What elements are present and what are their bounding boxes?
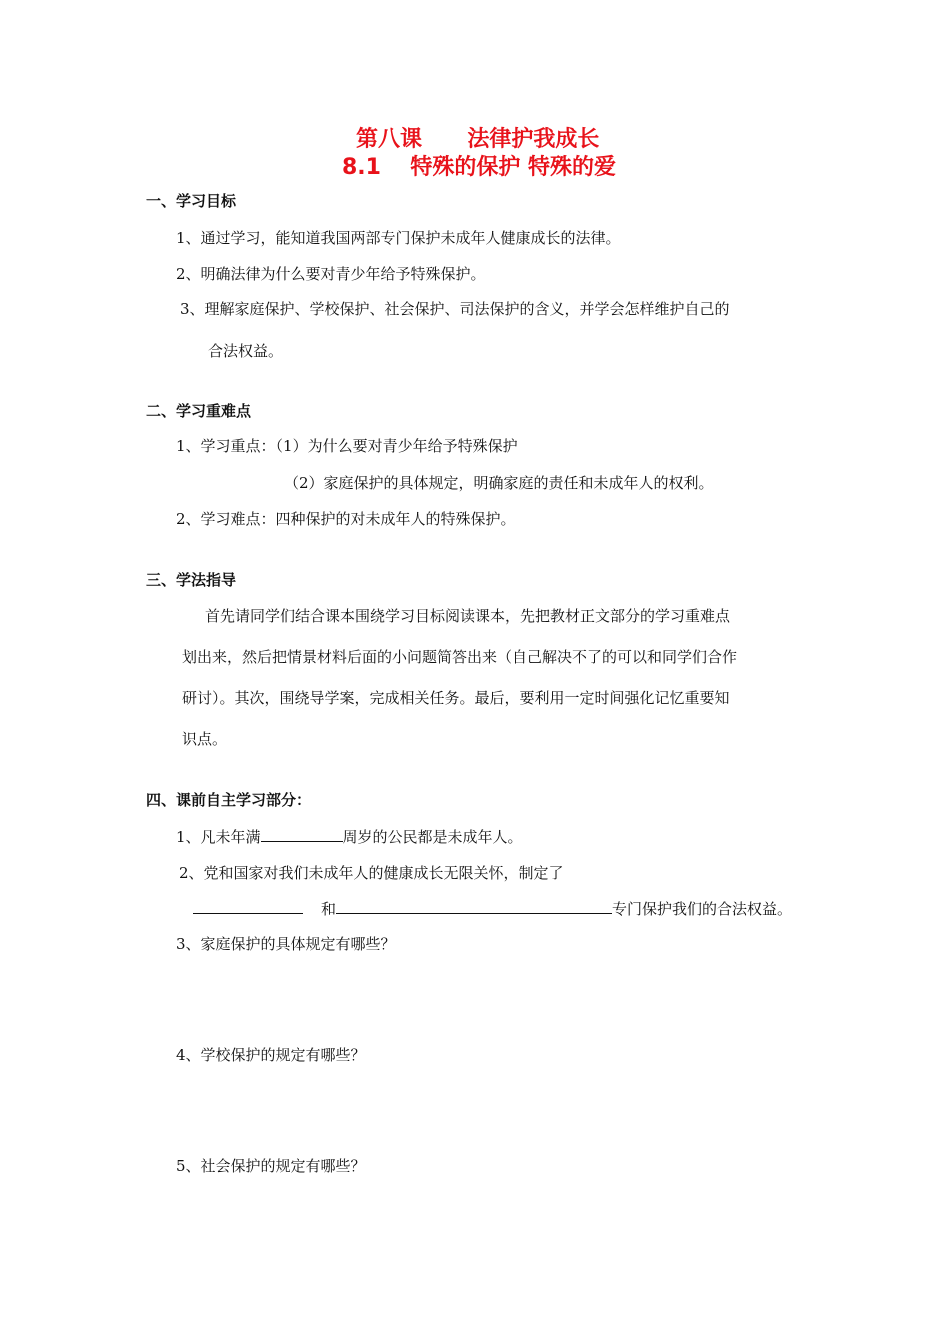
heading-study-guide: 三、学法指导	[146, 571, 237, 589]
goal-item-3: 3、理解家庭保护、学校保护、社会保护、司法保护的含义，并学会怎样维护自己的	[180, 300, 730, 318]
question-2-and: 和	[321, 900, 337, 918]
question-1-before: 1、凡未年满	[176, 828, 261, 846]
key-point-2: 2、学习难点：四种保护的对未成年人的特殊保护。	[176, 510, 516, 528]
goal-item-1: 1、通过学习，能知道我国两部专门保护未成年人健康成长的法律。	[176, 229, 621, 247]
section-title: 特殊的保护 特殊的爱	[410, 155, 616, 180]
study-guide-line-4: 识点。	[182, 730, 228, 748]
question-2-after: 专门保护我们的合法权益。	[612, 900, 793, 918]
goal-item-3-cont: 合法权益。	[208, 342, 284, 360]
title-line-1	[356, 122, 599, 153]
answer-blank-law-2[interactable]	[336, 898, 612, 914]
lesson-number: 第八课	[356, 127, 423, 152]
question-1	[176, 826, 523, 847]
heading-self-study: 四、课前自主学习部分：	[146, 791, 312, 809]
goal-item-2: 2、明确法律为什么要对青少年给予特殊保护。	[176, 265, 486, 283]
lesson-title: 法律护我成长	[467, 127, 600, 152]
key-point-1: 1、学习重点：（1）为什么要对青少年给予特殊保护	[176, 437, 518, 455]
study-guide-line-1: 首先请同学们结合课本围绕学习目标阅读课本，先把教材正文部分的学习重难点	[205, 607, 731, 625]
title-line-2	[342, 150, 616, 181]
heading-learning-goals: 一、学习目标	[146, 192, 237, 210]
answer-blank-law-1[interactable]	[193, 898, 303, 914]
heading-key-points: 二、学习重难点	[146, 402, 252, 420]
question-1-after: 周岁的公民都是未成年人。	[342, 828, 523, 846]
answer-blank-age[interactable]	[261, 826, 343, 842]
key-point-1b: （2）家庭保护的具体规定，明确家庭的责任和未成年人的权利。	[284, 474, 714, 492]
question-3: 3、家庭保护的具体规定有哪些？	[176, 935, 396, 953]
study-guide-line-3: 研讨）。其次，围绕导学案，完成相关任务。最后，要利用一定时间强化记忆重要知	[182, 689, 730, 707]
question-2-cont	[193, 898, 792, 919]
question-5: 5、社会保护的规定有哪些？	[176, 1157, 366, 1175]
question-4: 4、学校保护的规定有哪些？	[176, 1046, 366, 1064]
study-guide-line-2: 划出来，然后把情景材料后面的小问题简答出来（自己解决不了的可以和同学们合作	[182, 648, 738, 666]
section-number: 8.1	[342, 155, 381, 180]
question-2: 2、党和国家对我们未成年人的健康成长无限关怀，制定了	[179, 864, 564, 882]
